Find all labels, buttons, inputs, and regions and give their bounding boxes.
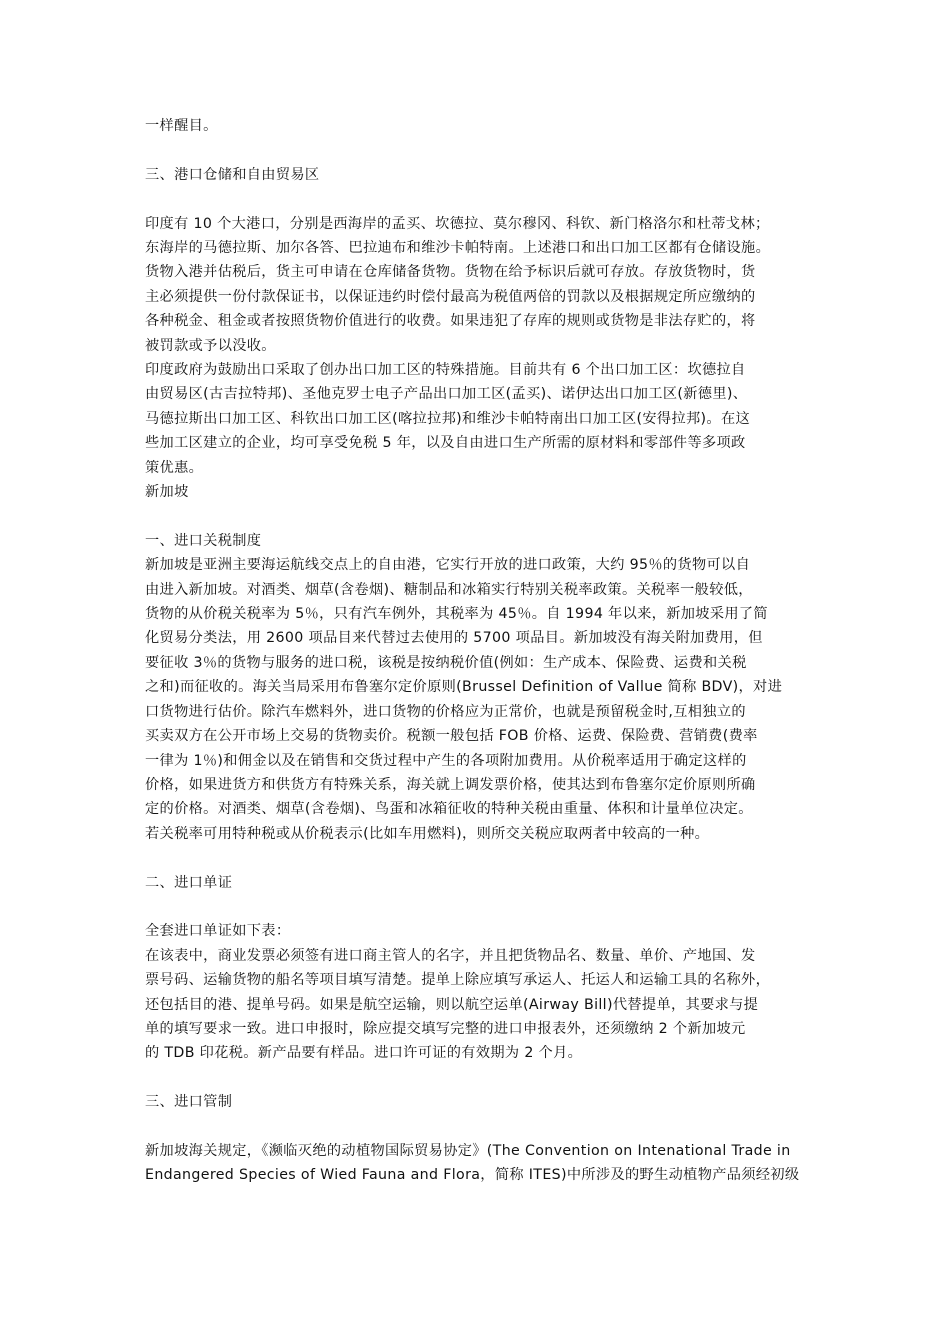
blank-line — [145, 846, 810, 870]
text-line: 若关税率可用特种税或从价税表示(比如车用燃料)，则所交关税应取两者中较高的一种。 — [145, 825, 710, 842]
text-line: 全套进口单证如下表： — [145, 923, 291, 940]
text-line: 买卖双方在公开市场上交易的货物卖价。税额一般包括 FOB 价格、运费、保险费、营销费(费率 — [145, 728, 758, 745]
text-line: 还包括目的港、提单号码。如果是航空运输，则以航空运单(Airway Bill)代替提单，其要求与提 — [145, 996, 759, 1013]
text-line: 在该表中，商业发票必须签有进口商主管人的名字，并且把货物品名、数量、单价、产地国、发 — [145, 947, 756, 964]
text-line: 印度有 10 个大港口，分别是西海岸的孟买、坎德拉、莫尔穆冈、科钦、新门格洛尔和杜蒂戈林； — [145, 215, 770, 232]
text-line: 的 TDB 印花税。新产品要有样品。进口许可证的有效期为 2 个月。 — [145, 1045, 583, 1062]
document-body — [145, 114, 810, 1188]
text-line: 要征收 3％的货物与服务的进口税，该税是按纳税价值(例如：生产成本、保险费、运费和关税 — [145, 654, 747, 671]
text-line: 一样醒目。 — [145, 118, 218, 134]
section-heading: 一、进口关税制度 — [145, 532, 262, 549]
blank-line — [145, 1115, 810, 1139]
text-line: 主必须提供一份付款保证书，以保证违约时偿付最高为税值两倍的罚款以及根据规定所应缴纳的 — [145, 288, 756, 305]
text-line: 印度政府为鼓励出口采取了创办出口加工区的特殊措施。目前共有 6 个出口加工区：坎德拉自 — [145, 362, 746, 379]
text-line: 之和)而征收的。海关当局采用布鲁塞尔定价原则(Brussel Definition of Vallue 简称 BDV)，对进 — [145, 679, 783, 696]
text-line: 新加坡是亚洲主要海运航线交点上的自由港，它实行开放的进口政策，大约 95％的货物可以自 — [145, 557, 751, 574]
text-line: 由进入新加坡。对酒类、烟草(含卷烟)、糖制品和冰箱实行特别关税率政策。关税率一般较低， — [145, 581, 753, 598]
text-line: 马德拉斯出口加工区、科钦出口加工区(喀拉拉邦)和维沙卡帕特南出口加工区(安得拉邦)。在这 — [145, 410, 751, 427]
country-heading: 新加坡 — [145, 484, 189, 501]
text-line: 被罚款或予以没收。 — [145, 337, 276, 354]
section-heading: 二、进口单证 — [145, 874, 233, 891]
text-line: 各种税金、租金或者按照货物价值进行的收费。如果违犯了存库的规则或货物是非法存贮的，将 — [145, 313, 756, 330]
text-line: 新加坡海关规定，《濒临灭绝的动植物国际贸易协定》(The Convention on Intenational Trade in — [145, 1142, 791, 1159]
text-line: 货物入港并估税后，货主可申请在仓库储备货物。货物在给予标识后就可存放。存放货物时，货 — [145, 264, 756, 281]
text-line: 策优惠。 — [145, 459, 204, 476]
section-heading: 三、港口仓储和自由贸易区 — [145, 166, 320, 183]
text-line: 单的填写要求一致。进口申报时，除应提交填写完整的进口申报表外，还须缴纳 2 个新加坡元 — [145, 1020, 746, 1037]
text-line: 些加工区建立的企业，均可享受免税 5 年，以及自由进口生产所需的原材料和零部件等多项政 — [145, 435, 746, 452]
text-line: 化贸易分类法，用 2600 项品目来代替过去使用的 5700 项品目。新加坡没有海关附加费用，但 — [145, 630, 763, 647]
text-line: Endangered Species of Wied Fauna and Flora，简称 ITES)中所涉及的野生动植物产品须经初级 — [145, 1167, 800, 1184]
text-line: 东海岸的马德拉斯、加尔各答、巴拉迪布和维沙卡帕特南。上述港口和出口加工区都有仓储设施。 — [145, 240, 771, 256]
blank-line — [145, 138, 810, 162]
text-line: 票号码、运输货物的船名等项目填写清楚。提单上除应填写承运人、托运人和运输工具的名称外， — [145, 972, 771, 989]
blank-line — [145, 895, 810, 919]
text-line: 货物的从价税关税率为 5％，只有汽车例外，其税率为 45％。自 1994 年以来，新加坡采用了简 — [145, 606, 768, 623]
blank-line — [145, 1066, 810, 1090]
text-line: 价格，如果进货方和供货方有特殊关系，海关就上调发票价格，使其达到布鲁塞尔定价原则所确 — [145, 776, 756, 793]
text-line: 由贸易区(古吉拉特邦)、圣他克罗士电子产品出口加工区(孟买)、诺伊达出口加工区(新德里)、 — [145, 386, 748, 403]
text-line: 一律为 1％)和佣金以及在销售和交货过程中产生的各项附加费用。从价税率适用于确定这样的 — [145, 752, 747, 769]
text-line: 定的价格。对酒类、烟草(含卷烟)、鸟蛋和冰箱征收的特种关税由重量、体积和计量单位决定。 — [145, 801, 753, 818]
blank-line — [145, 187, 810, 211]
blank-line — [145, 504, 810, 528]
text-line: 口货物进行估价。除汽车燃料外，进口货物的价格应为正常价，也就是预留税金时,互相独立的 — [145, 703, 746, 720]
section-heading: 三、进口管制 — [145, 1094, 233, 1111]
